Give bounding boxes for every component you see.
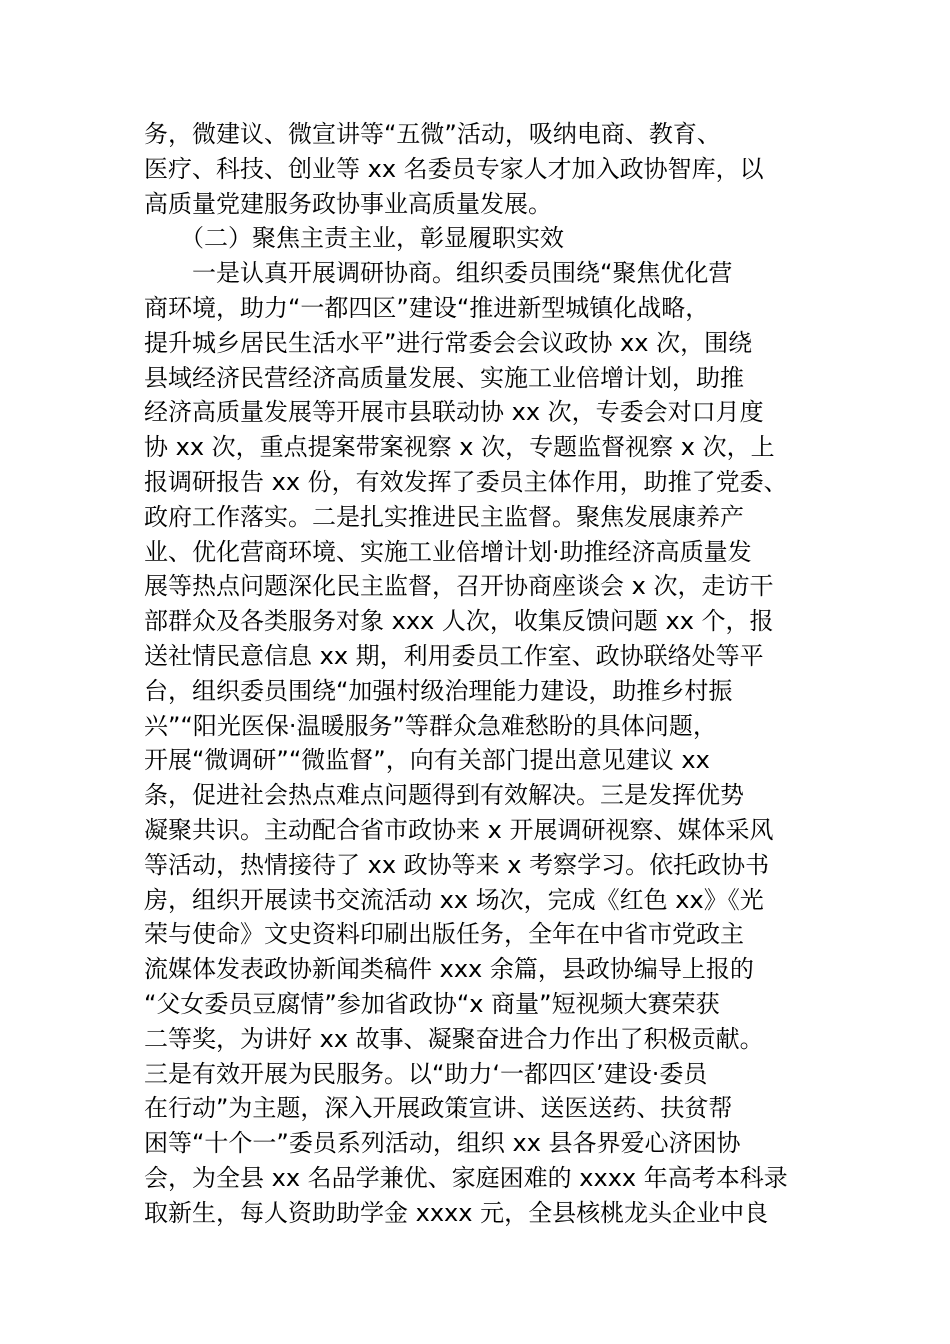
text-line: 提升城乡居民生活水平”进行常委会会议政协 xx 次，围绕 (144, 328, 753, 357)
text-line: 经济高质量发展等开展市县联动协 xx 次，专委会对口月度 (144, 398, 764, 427)
text-line: 荣与使命》文史资料印刷出版任务，全年在中省市党政主 (144, 920, 744, 949)
text-line: 展等热点问题深化民主监督，召开协商座谈会 x 次，走访干 (144, 572, 774, 601)
text-line: 务，微建议、微宣讲等“五微”活动，吸纳电商、教育、 (144, 120, 721, 148)
text-line: 协 xx 次，重点提案带案视察 x 次，专题监督视察 x 次，上 (144, 433, 775, 462)
text-line: 高质量党建服务政协事业高质量发展。 (144, 189, 552, 218)
text-line: 开展“微调研”“微监督”，向有关部门提出意见建议 xx (144, 746, 710, 775)
text-line: 等活动，热情接待了 xx 政协等来 x 考察学习。依托政协书 (144, 850, 770, 879)
section-heading: （二）聚焦主责主业，彰显履职实效 (144, 224, 564, 253)
text-line: 房，组织开展读书交流活动 xx 场次，完成《红色 xx》《光 (144, 885, 764, 914)
text-line: 困等“十个一”委员系列活动，组织 xx 县各界爱心济困协 (144, 1129, 741, 1158)
text-line: 凝聚共识。主动配合省市政协来 x 开展调研视察、媒体采风 (144, 815, 774, 844)
text-line: 流媒体发表政协新闻类稿件 xxx 余篇，县政协编导上报的 (144, 955, 754, 984)
text-line: 报调研报告 xx 份，有效发挥了委员主体作用，助推了党委、 (144, 467, 788, 496)
text-line: 商环境，助力“一都四区”建设“推进新型城镇化战略， (144, 293, 710, 322)
text-line: “父女委员豆腐情”参加省政协“x 商量”短视频大赛荣获 (144, 989, 720, 1018)
text-line: 送社情民意信息 xx 期，利用委员工作室、政协联络处等平 (144, 641, 764, 670)
body-text (144, 117, 824, 1231)
text-line: 县域经济民营经济高质量发展、实施工业倍增计划，助推 (144, 363, 744, 392)
text-line: 台，组织委员围绕“加强村级治理能力建设，助推乡村振 (144, 676, 733, 705)
text-line: 取新生，每人资助助学金 xxxx 元，全县核桃龙头企业中良 (144, 1198, 769, 1227)
text-line: 条，促进社会热点难点问题得到有效解决。三是发挥优势 (144, 781, 744, 810)
text-line: 医疗、科技、创业等 xx 名委员专家人才加入政协智库，以 (144, 154, 764, 183)
text-line: 三是有效开展为民服务。以“助力‘一都四区’建设·委员 (144, 1059, 708, 1088)
text-line: 兴”“阳光医保·温暖服务”等群众急难愁盼的具体问题， (144, 711, 717, 740)
text-line: 一是认真开展调研协商。组织委员围绕“聚焦优化营 (144, 259, 733, 288)
text-line: 二等奖，为讲好 xx 故事、凝聚奋进合力作出了积极贡献。 (144, 1024, 764, 1053)
text-line: 政府工作落实。二是扎实推进民主监督。聚焦发展康养产 (144, 502, 744, 531)
text-line: 在行动”为主题，深入开展政策宣讲、送医送药、扶贫帮 (144, 1094, 733, 1123)
text-line: 业、优化营商环境、实施工业倍增计划·助推经济高质量发 (144, 537, 752, 566)
text-line: 部群众及各类服务对象 xxx 人次，收集反馈问题 xx 个，报 (144, 607, 774, 636)
text-line: 会，为全县 xx 名品学兼优、家庭困难的 xxxx 年高考本科录 (144, 1163, 788, 1192)
